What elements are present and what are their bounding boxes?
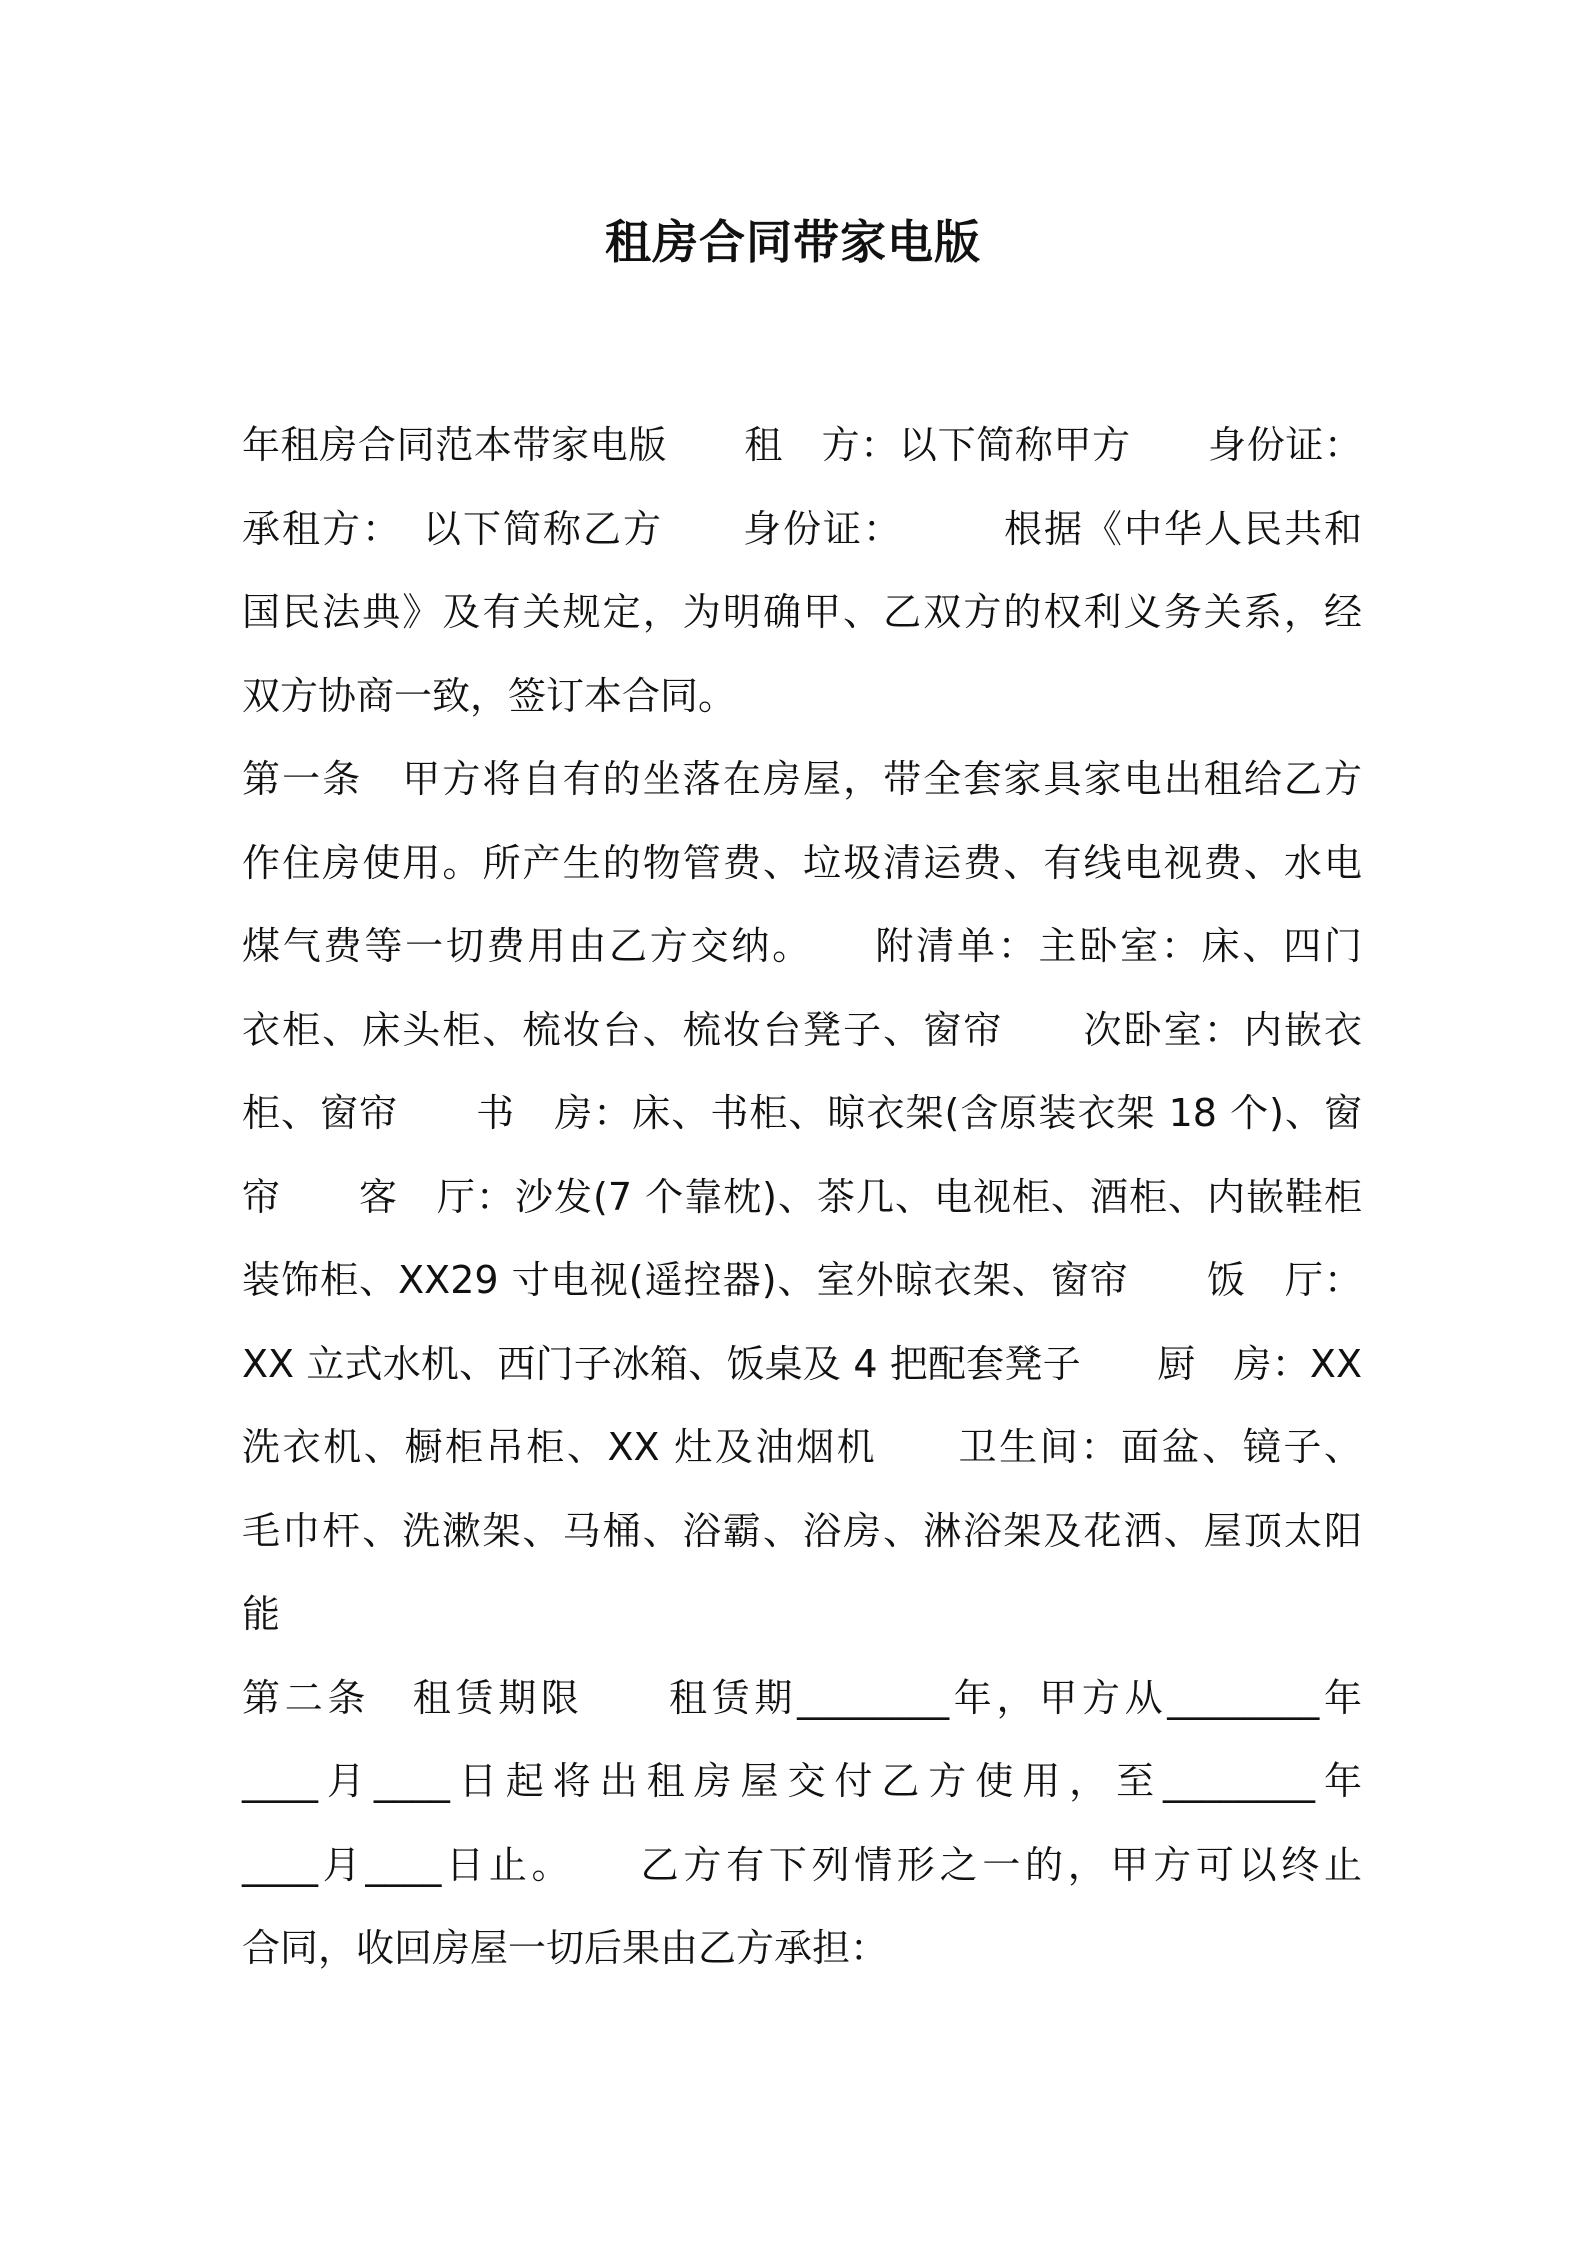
document-body (242, 404, 1362, 1991)
text-line: 第一条 甲方将自有的坐落在房屋，带全套家具家电出租给乙方 (242, 757, 1362, 801)
text-line: 第二条 租赁期限 租赁期________年，甲方从________年 (242, 1675, 1362, 1720)
text-line: 国民法典》及有关规定，为明确甲、乙双方的权利义务关系，经 (242, 590, 1362, 634)
text-line: ____月____日起将出租房屋交付乙方使用，至________年 (242, 1759, 1362, 1803)
text-line: 柜、窗帘 书 房：床、书柜、晾衣架(含原装衣架 18 个)、窗 (242, 1091, 1362, 1135)
text-line: 帘 客 厅：沙发(7 个靠枕)、茶几、电视柜、酒柜、内嵌鞋柜 (242, 1174, 1362, 1219)
text-line: XX 立式水机、西门子冰箱、饭桌及 4 把配套凳子 厨 房：XX (242, 1341, 1362, 1386)
text-line: 洗衣机、橱柜吊柜、XX 灶及油烟机 卫生间：面盆、镜子、 (242, 1425, 1362, 1469)
text-line: 合同，收回房屋一切后果由乙方承担： (242, 1926, 889, 1970)
text-line: ____月____日止。 乙方有下列情形之一的，甲方可以终止 (242, 1842, 1362, 1887)
text-line: 双方协商一致，签订本合同。 (242, 673, 737, 718)
text-line: 能 (242, 1592, 281, 1636)
text-line: 作住房使用。所产生的物管费、垃圾清运费、有线电视费、水电 (242, 840, 1362, 885)
text-line: 装饰柜、XX29 寸电视(遥控器)、室外晾衣架、窗帘 饭 厅： (242, 1258, 1362, 1302)
text-line: 衣柜、床头柜、梳妆台、梳妆台凳子、窗帘 次卧室：内嵌衣 (242, 1007, 1362, 1052)
text-line: 煤气费等一切费用由乙方交纳。 附清单：主卧室：床、四门 (242, 924, 1362, 968)
text-line: 承租方： 以下简称乙方 身份证： 根据《中华人民共和 (242, 506, 1362, 551)
document-title: 租房合同带家电版 (605, 215, 981, 269)
text-line: 年租房合同范本带家电版 租 方：以下简称甲方 身份证： (242, 423, 1362, 467)
text-line: 毛巾杆、洗漱架、马桶、浴霸、浴房、淋浴架及花洒、屋顶太阳 (242, 1508, 1362, 1553)
